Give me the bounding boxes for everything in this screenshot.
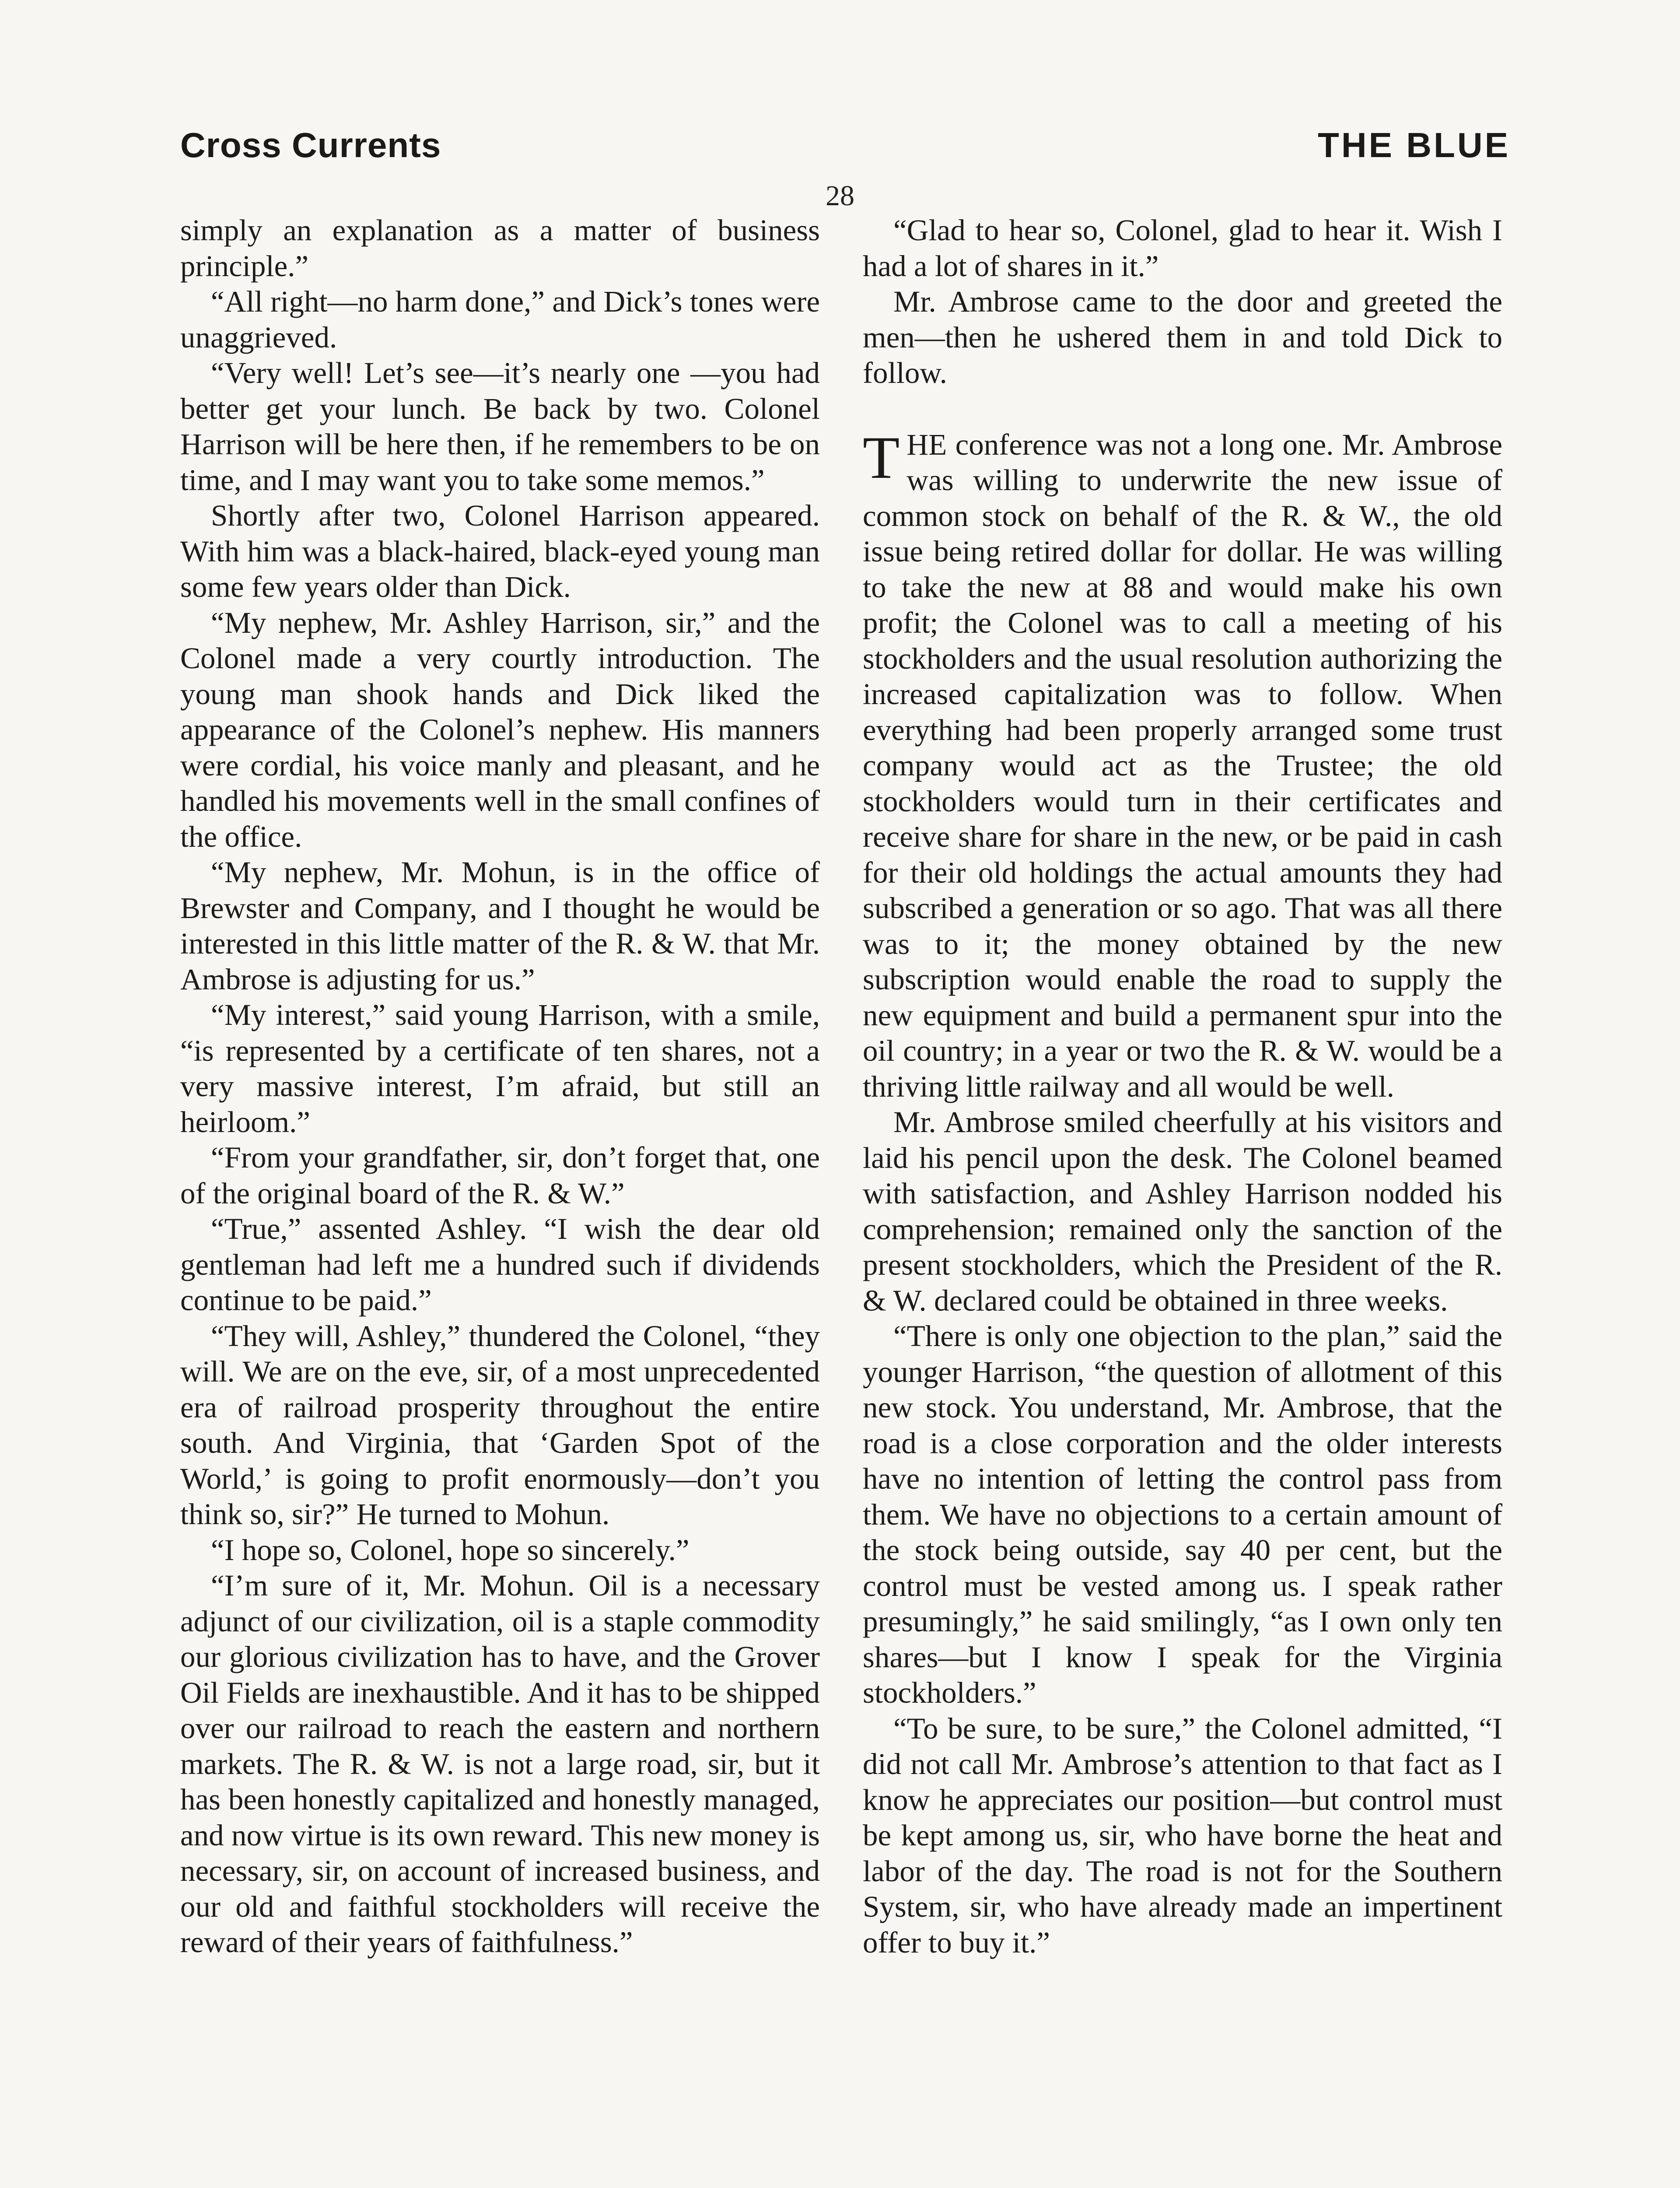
- paragraph: “All right—no harm done,” and Dick’s tones were unaggrieved.: [180, 285, 820, 354]
- paragraph: “My nephew, Mr. Ashley Harrison, sir,” and the Colonel made a very courtly introduction. The young man shook hands and Dick liked the appearance of the Colonel’s nephew. His manners were cordial, his voice manly and pleasant, and he handled his movements well in the small confines of the office.: [180, 606, 820, 853]
- paragraph: “True,” assented Ashley. “I wish the dear old gentleman had left me a hundred such if dividends continue to be paid.”: [180, 1212, 820, 1317]
- page-number: 28: [826, 180, 854, 212]
- section-opening-text: HE conference was not a long one. Mr. Ambrose was willing to underwrite the new issue of common stock on behalf of the R. & W., the old issue being retired dollar for dollar. He was willing to take the new at 88 and would make his own profit; the Colonel was to call a meeting of his stockholders and the usual resolution authorizing the increased capitalization was to follow. When everything had been properly arranged some trust company would act as the Trustee; the old stockholders would turn in their certificates and receive share for share in the new, or be paid in cash for their old holdings the actual amounts they had subscribed a generation or so ago. That was all there was to it; the money obtained by the new subscription would enable the road to supply the new equipment and build a permanent spur into the oil country; in a year or two the R. & W. would be a thriving little railway and all would be well.: [863, 428, 1502, 1103]
- paragraph: Shortly after two, Colonel Harrison appeared. With him was a black-haired, black-eyed young man some few years older than Dick.: [180, 499, 820, 603]
- paragraph: “My nephew, Mr. Mohun, is in the office of Brewster and Company, and I thought he would be interested in this little matter of the R. & W. that Mr. Ambrose is adjusting for us.”: [180, 856, 820, 996]
- paragraph: “To be sure, to be sure,” the Colonel admitted, “I did not call Mr. Ambrose’s attention to that fact as I know he appreciates our position—but control must be kept among us, sir, who have borne the heat and labor of the day. The road is not for the Southern System, sir, who have already made an impertinent offer to buy it.”: [863, 1711, 1502, 1959]
- paragraph: Mr. Ambrose smiled cheerfully at his visitors and laid his pencil upon the desk. The Colonel beamed with satisfaction, and Ashley Harrison nodded his comprehension; remained only the sanction of the present stockholders, which the President of the R. & W. declared could be obtained in three weeks.: [863, 1105, 1502, 1317]
- section-opening-paragraph: [863, 424, 1502, 1105]
- paragraph: Mr. Ambrose came to the door and greeted the men—then he ushered them in and told Dick to follow.: [863, 285, 1502, 389]
- paragraph: “I hope so, Colonel, hope so sincerely.”: [211, 1533, 690, 1567]
- running-title-right: THE BLUE: [1318, 126, 1510, 165]
- drop-cap: T: [863, 424, 900, 491]
- paragraph: “My interest,” said young Harrison, with a smile, “is represented by a certificate of ten shares, not a very massive interest, I’m afraid, but still an heirloom.”: [180, 998, 820, 1139]
- paragraph: “From your grandfather, sir, don’t forget that, one of the original board of the R. & W.”: [180, 1141, 820, 1210]
- right-text-column: [863, 213, 1502, 1960]
- running-title-left: Cross Currents: [180, 126, 441, 165]
- paragraph: “They will, Ashley,” thundered the Colonel, “they will. We are on the eve, sir, of a most unprecedented era of railroad prosperity throughout the entire south. And Virginia, that ‘Garden Spot of the World,’ is going to profit enormously—don’t you think so, sir?” He turned to Mohun.: [180, 1319, 820, 1531]
- left-text-column: [180, 213, 820, 1960]
- paragraph: “Glad to hear so, Colonel, glad to hear it. Wish I had a lot of shares in it.”: [863, 214, 1502, 283]
- paragraph: “I’m sure of it, Mr. Mohun. Oil is a necessary adjunct of our civilization, oil is a staple commodity our glorious civilization has to have, and the Grover Oil Fields are inexhaustible. And it has to be shipped over our railroad to reach the eastern and northern markets. The R. & W. is not a large road, sir, but it has been honestly capitalized and honestly managed, and now virtue is its own reward. This new money is necessary, sir, on account of increased business, and our old and faithful stockholders will receive the reward of their years of faithfulness.”: [180, 1569, 820, 1959]
- paragraph: “There is only one objection to the plan,” said the younger Harrison, “the question of allotment of this new stock. You understand, Mr. Ambrose, that the road is a close corporation and the older interests have no intention of letting the control pass from them. We have no objections to a certain amount of the stock being outside, say 40 per cent, but the control must be vested among us. I speak rather presumingly,” he said smilingly, “as I own only ten shares—but I know I speak for the Virginia stockholders.”: [863, 1319, 1502, 1709]
- paragraph: “Very well! Let’s see—it’s nearly one —you had better get your lunch. Be back by two. Colonel Harrison will be here then, if he remembers to be on time, and I may want you to take some memos.”: [180, 356, 820, 497]
- paragraph: simply an explanation as a matter of business principle.”: [180, 214, 820, 283]
